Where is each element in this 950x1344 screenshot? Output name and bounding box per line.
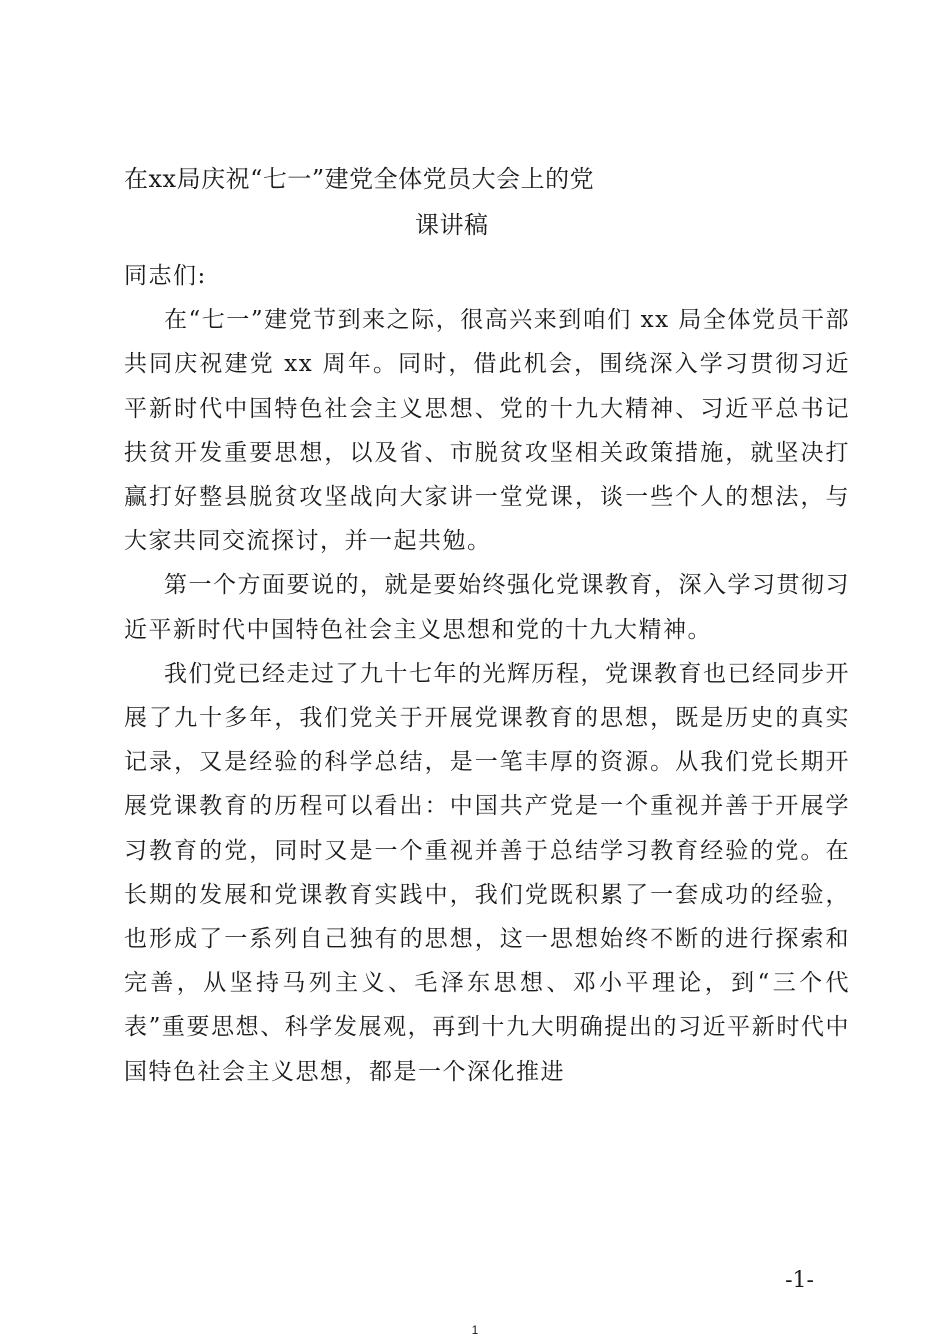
document-title-line-2: 课讲稿	[415, 211, 489, 239]
paragraph-1: 在“七一”建党节到来之际，很高兴来到咱们 xx 局全体党员干部共同庆祝建党 xx 周年。同时，借此机会，围绕深入学习贯彻习近平新时代中国特色社会主义思想、党的十九大精神、习近平总书记扶贫开发重要思想，以及省、市脱贫攻坚相关政策措施，就坚决打赢打好整县脱贫攻坚战向大家讲一堂党课，谈一些个人的想法，与大家共同交流探讨，并一起共勉。	[124, 307, 850, 555]
salutation: 同志们:	[124, 263, 207, 289]
paragraph-3: 我们党已经走过了九十七年的光辉历程，党课教育也已经同步开展了九十多年，我们党关于开展党课教育的思想，既是历史的真实记录，又是经验的科学总结，是一笔丰厚的资源。从我们党长期开展党课教育的历程可以看出：中国共产党是一个重视并善于开展学习教育的党，同时又是一个重视并善于总结学习教育经验的党。在长期的发展和党课教育实践中，我们党既积累了一套成功的经验，也形成了一系列自己独有的思想，这一思想始终不断的进行探索和完善，从坚持马列主义、毛泽东思想、邓小平理论，到“三个代表”重要思想、科学发展观，再到十九大明确提出的习近平新时代中国特色社会主义思想，都是一个深化推进	[124, 660, 850, 1085]
paragraph-2: 第一个方面要说的，就是要始终强化党课教育，深入学习贯彻习近平新时代中国特色社会主义思想和党的十九大精神。	[124, 572, 850, 643]
page-index: 1	[471, 1323, 479, 1337]
page-number-label: -1-	[785, 1268, 814, 1293]
document-title-line-1: 在xx局庆祝“七一”建党全体党员大会上的党	[124, 165, 595, 193]
document-body	[124, 254, 850, 1094]
